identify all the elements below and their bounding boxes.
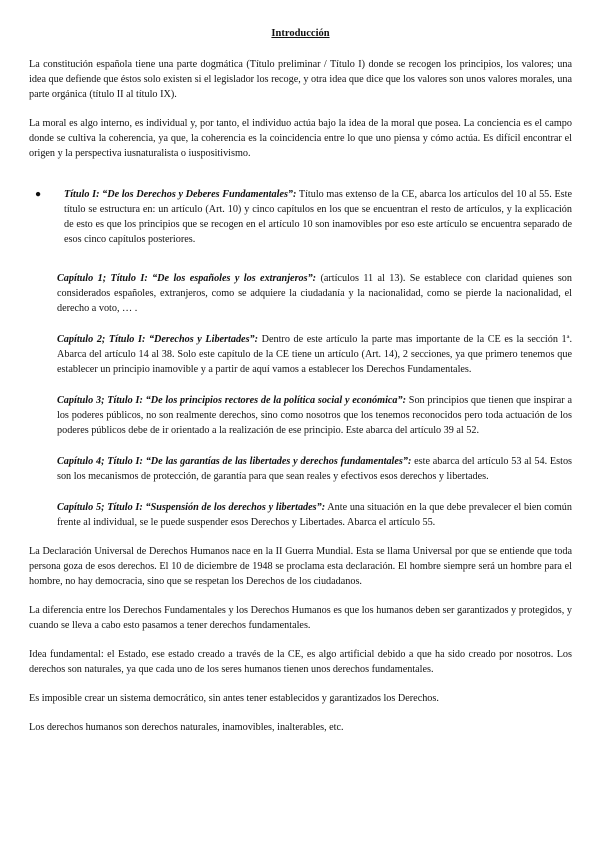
bullet-item-titulo-1	[29, 187, 572, 247]
document-title: Introducción	[271, 28, 330, 39]
bullet-paragraph	[64, 187, 572, 247]
closing-paragraph-3: Idea fundamental: el Estado, ese estado creado a través de la CE, es algo artificial debido a que ha sido creado por nosotros. Los derechos son naturales, ya que cada uno de los seres humanos tienen unos derechos fundamentales.	[29, 649, 572, 675]
chapter-5	[29, 500, 572, 530]
intro-paragraph-1: La constitución española tiene una parte dogmática (Título preliminar / Título I) donde se recogen los principios, los valores; una idea que defiende que éstos solo existen si el legislador los recoge, y otra idea que dice que los valores son unos valores morales, una parte orgánica (título II al título IX).	[29, 59, 572, 100]
chapter-4-lead: Capítulo 4; Título I: “De las garantías de las libertades y derechos fundamentales”:	[57, 456, 412, 467]
bullet-text: Título mas extenso de la CE, abarca los artículos del 10 al 55. Este título se estructura en: un artículo (Art. 10) y cinco capítulos en los que se encuentran el resto de artículos, y la explicación de esto es que los principios que se recogen en el artículo 10 son inamovibles por eso este artículo se encuentra separado de esos cinco capítulos posteriores.	[64, 189, 572, 245]
closing-paragraph-2: La diferencia entre los Derechos Fundamentales y los Derechos Humanos es que los humanos deben ser garantizados y protegidos, y cuando se lleva a cabo esto pasamos a tener derechos fundamentales.	[29, 605, 572, 631]
chapter-5-lead: Capítulo 5; Título I: “Suspensión de los derechos y libertades”:	[57, 502, 326, 513]
chapter-4-text: este abarca del artículo 53 al 54. Estos son los mecanismos de protección, de garantía para que sean reales y efectivos esos derechos y libertades.	[57, 456, 572, 482]
chapter-4	[29, 454, 572, 484]
chapter-2-text: Dentro de este artículo la parte mas importante de la CE es la sección 1ª. Abarca del artículo 14 al 38. Solo este capítulo de la CE tiene un artículo (Art. 14), 2 secciones, ya que primero tenemos que establecer un principio inamovible y a partir de aquí vamos a establecer los Derechos Fundamentales.	[57, 334, 573, 375]
bullet-lead: Título I: “De los Derechos y Deberes Fundamentales”:	[64, 189, 297, 200]
bullet-dot-icon: ●	[35, 189, 42, 200]
chapters-list	[29, 271, 572, 530]
chapter-1-text: (artículos 11 al 13). Se establece con claridad quienes son considerados españoles, extranjeros, como se adquiere la ciudadanía y la nacionalidad, como se pierde la nacionalidad, el derecho a voto, … .	[57, 273, 572, 314]
chapter-5-text: Ante una situación en la que debe prevalecer el bien común frente al individual, se le puede suspender esos Derechos y Libertades. Abarca el artículo 55.	[57, 502, 572, 528]
closing-paragraph-5: Los derechos humanos son derechos naturales, inamovibles, inalterables, etc.	[29, 722, 344, 733]
closing-paragraph-4: Es imposible crear un sistema democrático, sin antes tener establecidos y garantizados los Derechos.	[29, 693, 439, 704]
chapter-1	[29, 271, 572, 316]
intro-paragraph-2: La moral es algo interno, es individual y, por tanto, el individuo actúa bajo la idea de la moral que posea. La conciencia es el campo donde se cultiva la coherencia, ya que, la coherencia es la coincidencia entre lo que uno piensa y cómo actúa. Es difícil encontrar el origen y la perspectiva iusnaturalista o iuspositivismo.	[29, 118, 572, 159]
chapter-2-lead: Capítulo 2; Título I: “Derechos y Libertades”:	[57, 334, 259, 345]
chapter-1-lead: Capítulo 1; Título I: “De los españoles y los extranjeros”:	[57, 273, 317, 284]
closing-paragraph-1: La Declaración Universal de Derechos Humanos nace en la II Guerra Mundial. Esta se llama Universal por que se entiende que toda persona goza de esos derechos. El 10 de diciembre de 1948 se proclama esta declaración. El hombre siempre será un hombre para el hombre, no hay democracia, sino que se respetan los Derechos de los ciudadanos.	[29, 546, 572, 587]
chapter-2	[29, 332, 572, 377]
chapter-3-text: Son principios que tienen que inspirar a los poderes públicos, no son realmente derechos, sino como nosotros que los tenemos reconocidos pero toda actuación de los poderes públicos debe de ir orientado a la realización de ese principio. Este abarca del artículo 39 al 52.	[57, 395, 572, 436]
chapter-3-lead: Capítulo 3; Título I: “De los principios rectores de la política social y económica”:	[57, 395, 407, 406]
chapter-3	[29, 393, 572, 438]
